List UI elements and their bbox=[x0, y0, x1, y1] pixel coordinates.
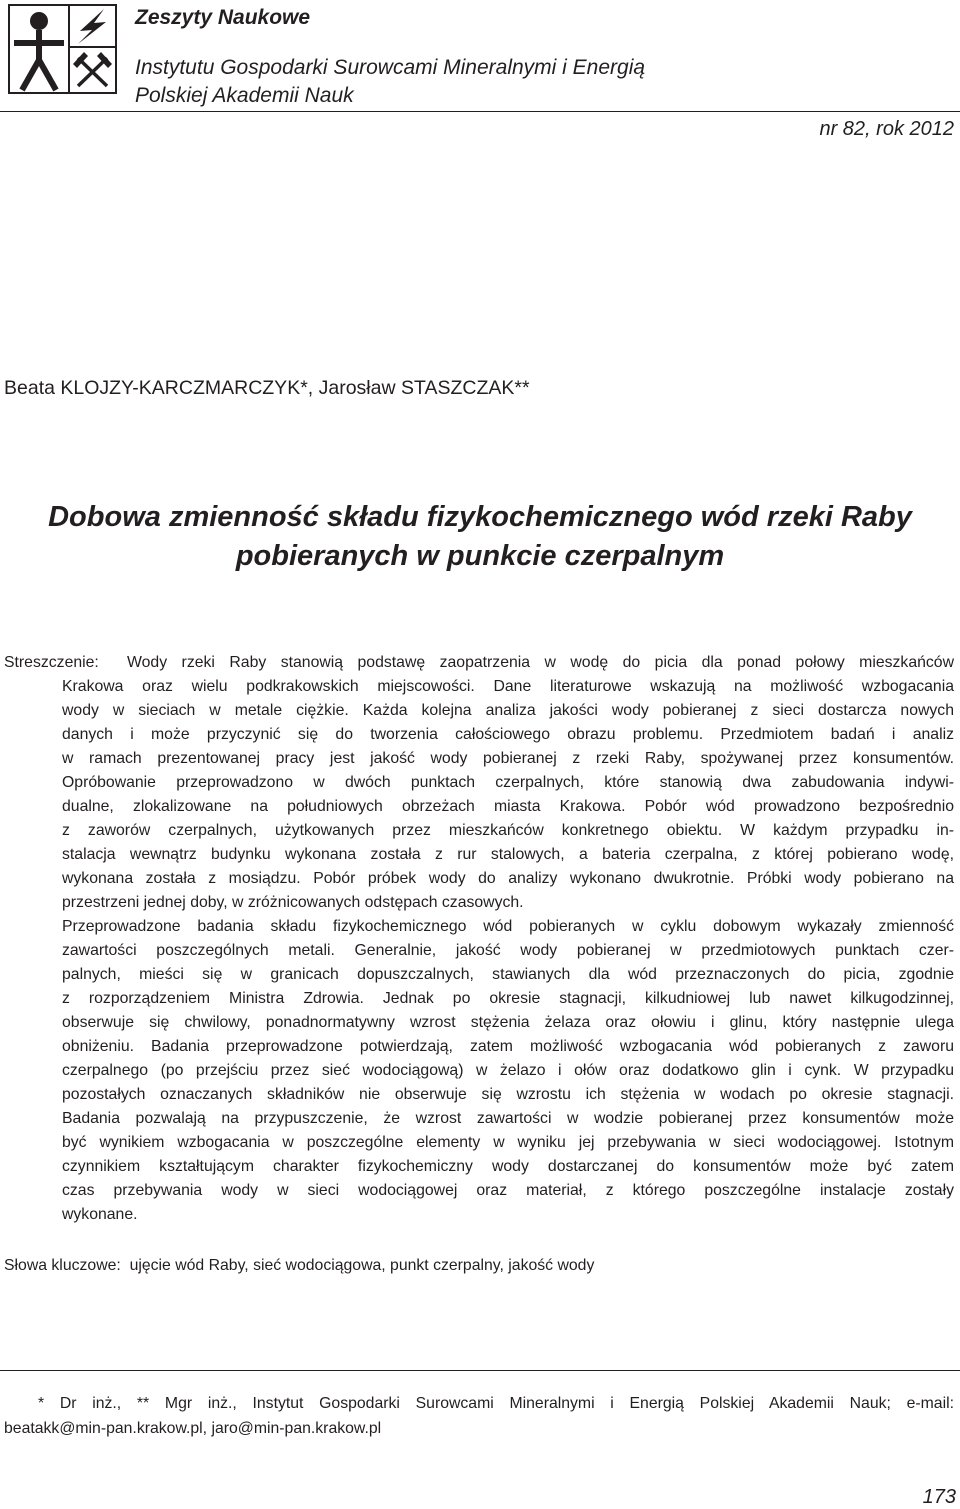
paper-title-line2: pobieranych w punkcie czerpalnym bbox=[235, 540, 725, 572]
institute-logo-icon bbox=[8, 4, 118, 96]
abstract-line: Badania pozwalają na przypuszczenie, że wzrost zawartości w wodzie pobieranej przez konsumentów może bbox=[62, 1110, 954, 1127]
abstract-line: być wynikiem wzbogacania w poszczególne elementy w wyniku jej przebywania w sieci wodociągowej. Istotnym bbox=[62, 1134, 954, 1151]
abstract-line: obserwuje się chwilowy, ponadnormatywny wzrost stężenia żelaza oraz ołowiu i glinu, który następnie ulega bbox=[62, 1014, 954, 1031]
page-number: 173 bbox=[922, 1486, 956, 1508]
abstract-line: z rozporządzeniem Ministra Zdrowia. Jednak po okresie stagnacji, kilkudniowej lub nawet kilkugodzinnej, bbox=[62, 990, 954, 1007]
abstract-line: z zaworów czerpalnych, użytkowanych przez mieszkańców konkretnego obiektu. W każdym przypadku in- bbox=[62, 822, 954, 839]
institute-name-line2: Polskiej Akademii Nauk bbox=[135, 84, 354, 107]
abstract-line: w ramach prezentowanej pracy jest jakość wody pobieranej z rzeki Raby, spożywanej przez konsumentów. bbox=[62, 750, 954, 767]
abstract-line: zawartości poszczególnych metali. Generalnie, jakość wody pobieranej w przedmiotowych punktach czer- bbox=[62, 942, 954, 959]
abstract-label: Streszczenie: bbox=[4, 654, 99, 671]
abstract-line: stalacja wewnątrz budynku wykonana została z rur stalowych, a bateria czerpalna, z której pobierano wodę, bbox=[62, 846, 954, 863]
footnote-divider bbox=[0, 1370, 960, 1371]
abstract-line: wykonana została z mosiądzu. Pobór próbek wody do analizy wykonano dwukrotnie. Próbki wody pobierano na bbox=[62, 870, 954, 887]
abstract-line: dualne, zlokalizowane na południowych obrzeżach miasta Krakowa. Pobór wód prowadzono bezpośrednio bbox=[62, 798, 954, 815]
abstract-line: wody w sieciach w metale ciężkie. Każda kolejna analiza jakości wody pobieranej z sieci dostarcza nowych bbox=[62, 702, 954, 719]
journal-name: Zeszyty Naukowe bbox=[135, 6, 311, 29]
abstract-line: czerpalnego (po przejściu przez sieć wodociągową) w żelazo i ołów oraz dodatkowo glin i cynk. W przypadku bbox=[62, 1062, 954, 1079]
authors: Beata KLOJZY-KARCZMARCZYK*, Jarosław STASZCZAK** bbox=[4, 377, 530, 399]
footnote-line2: beatakk@min-pan.krakow.pl, jaro@min-pan.krakow.pl bbox=[4, 1420, 382, 1437]
abstract-line: danych i może przyczynić się do tworzenia całościowego obrazu problemu. Przedmiotem badań i analiz bbox=[62, 726, 954, 743]
header-divider bbox=[0, 111, 960, 112]
footnote-line1: * Dr inż., ** Mgr inż., Instytut Gospodarki Surowcami Mineralnymi i Energią Polskiej Akademii Nauk; e-mail: bbox=[38, 1395, 954, 1412]
abstract-line: obniżeniu. Badania przeprowadzone potwierdzają, zatem możliwość wzbogacania wód pobieranych z zaworu bbox=[62, 1038, 954, 1055]
abstract-line: Przeprowadzone badania składu fizykochemicznego wód pobieranych w cyklu dobowym wykazały zmienność bbox=[62, 918, 954, 935]
abstract-line: czynnikiem kształtującym charakter fizykochemiczny wody dostarczanej do konsumentów może być zatem bbox=[62, 1158, 954, 1175]
abstract-line: czas przebywania wody w sieci wodociągowej oraz materiał, z którego poszczególne instalacje zostały bbox=[62, 1182, 954, 1199]
abstract-line: pozostałych oznaczanych składników nie obserwuje się wzrostu ich stężenia w wodach po okresie stagnacji. bbox=[62, 1086, 954, 1103]
abstract-line: palnych, mieści się w granicach dopuszczalnych, stawianych dla wód przeznaczonych do picia, zgodnie bbox=[62, 966, 954, 983]
abstract-line: Opróbowanie przeprowadzono w dwóch punktach czerpalnych, które stanowią dwa zabudowania indywi- bbox=[62, 774, 954, 791]
abstract-line: Wody rzeki Raby stanowią podstawę zaopatrzenia w wodę do picia dla ponad połowy mieszkańców bbox=[127, 654, 954, 671]
abstract-line: wykonane. bbox=[62, 1206, 138, 1223]
abstract-line: Krakowa oraz wielu podkrakowskich miejscowości. Dane literaturowe wskazują na możliwość wzbogacania bbox=[62, 678, 954, 695]
keywords-text: ujęcie wód Raby, sieć wodociągowa, punkt czerpalny, jakość wody bbox=[129, 1257, 595, 1274]
keywords bbox=[4, 1257, 594, 1275]
abstract-line: przestrzeni jednej doby, w zróżnicowanych odstępach czasowych. bbox=[62, 894, 524, 911]
institute-name-line1: Instytutu Gospodarki Surowcami Mineralnymi i Energią bbox=[135, 56, 646, 79]
issue-info: nr 82, rok 2012 bbox=[819, 118, 954, 140]
paper-title-line1: Dobowa zmienność składu fizykochemicznego wód rzeki Raby bbox=[48, 501, 912, 533]
keywords-label: Słowa kluczowe: bbox=[4, 1257, 121, 1274]
